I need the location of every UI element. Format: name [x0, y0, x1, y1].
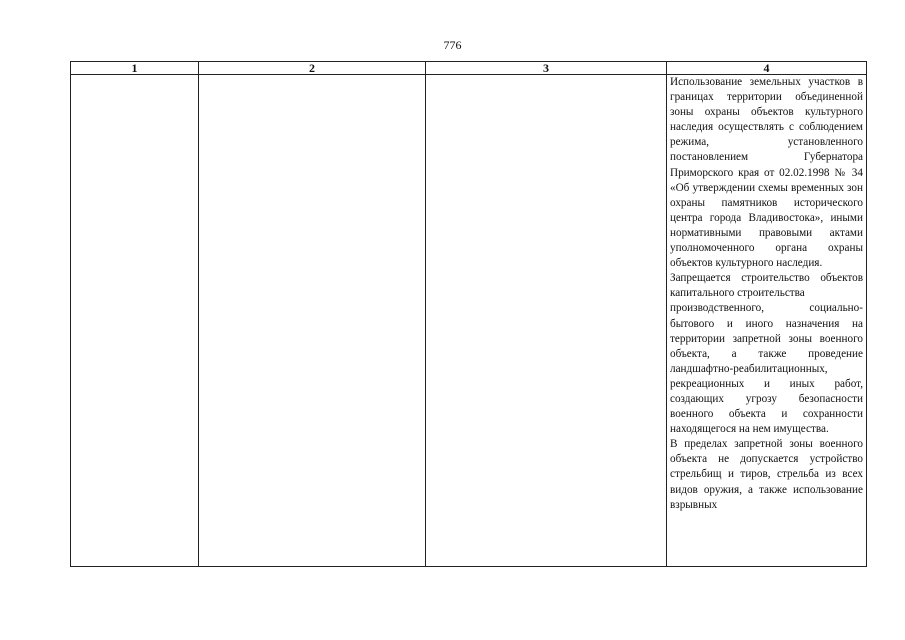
- table-cell-col2: [199, 75, 426, 567]
- column-header-1: 1: [71, 62, 199, 75]
- table-cell-col3: [426, 75, 667, 567]
- paragraph-works-threat: рекреационных и иных работ, создающих угрозу безопасности военного объекта и сохранности находящегося на нем имущества.: [670, 377, 863, 436]
- column-header-3: 3: [426, 62, 667, 75]
- paragraph-shooting-ban: В пределах запретной зоны военного объекта не допускается устройство стрельбищ и тиров, стрельба из всех видов оружия, а также использование взрывных: [670, 438, 863, 511]
- column-header-2: 2: [199, 62, 426, 75]
- column-header-4: 4: [667, 62, 867, 75]
- table-header-row: [71, 62, 867, 75]
- table-row: [71, 75, 867, 567]
- paragraph-construction-ban: Запрещается строительство объектов капитального строительства: [670, 272, 863, 300]
- document-table: [70, 61, 867, 567]
- table-cell-col4: [667, 75, 867, 567]
- paragraph-land-use: Использование земельных участков в границах территории объединенной зоны охраны объектов культурного наследия осуществлять с соблюдением режима, установленного постановлением Губернатора Приморского края от 02.02.1998 № 34 «Об утверждении схемы временных зон охраны памятников исторического центра города Владивостока», иными нормативными правовыми актами уполномоченного органа охраны объектов культурного наследия.: [670, 76, 863, 270]
- table-cell-col1: [71, 75, 199, 567]
- page-number: 776: [443, 38, 462, 52]
- paragraph-purpose-types: производственного, социально-бытового и иного назначения на территории запретной зоны военного объекта, а также проведение ландшафтно-реабилитационных,: [670, 302, 863, 375]
